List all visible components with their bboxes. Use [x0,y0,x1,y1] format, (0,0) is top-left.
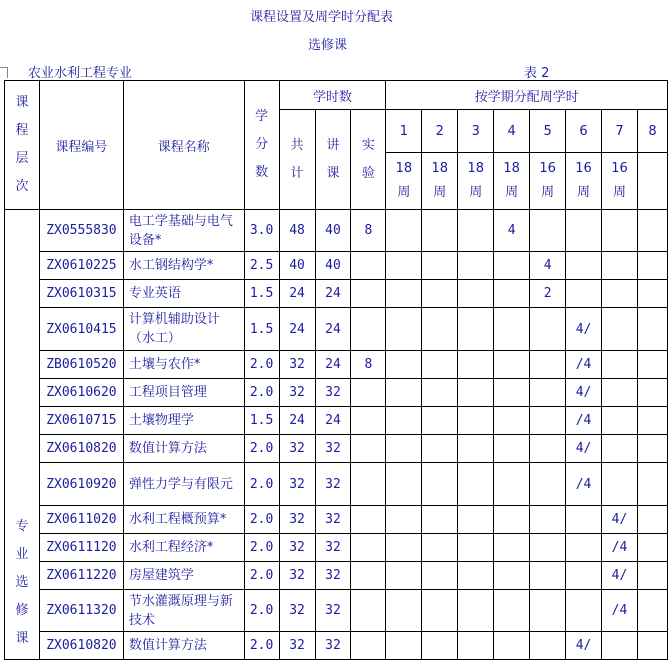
hours-lab [351,407,386,435]
course-code: ZX0555830 [39,210,123,252]
semester-hours-4 [494,379,530,407]
hours-lecture: 32 [315,590,351,632]
semester-hours-3 [458,463,494,506]
table-row [5,562,668,590]
document-title: 课程设置及周学时分配表 [250,10,394,25]
hours-total: 32 [279,351,315,379]
semester-hours-8 [637,463,667,506]
semester-hours-2 [422,632,458,660]
semester-hours-7 [602,379,638,407]
semester-hours-7 [602,210,638,252]
semester-hours-8 [637,252,667,280]
semester-hours-1 [386,308,422,351]
hours-lecture: 32 [315,562,351,590]
hours-lab [351,506,386,534]
header-hours-lab: 实 验 [351,110,386,210]
course-group-label: 专 业 选 修 课 [5,210,40,660]
table-row [5,590,668,632]
hours-lecture: 32 [315,506,351,534]
course-credit: 2.0 [244,562,279,590]
course-name: 数值计算方法 [123,435,244,463]
semester-hours-3 [458,308,494,351]
course-credit: 2.5 [244,252,279,280]
semester-hours-6 [566,562,602,590]
semester-hours-3 [458,210,494,252]
semester-hours-2 [422,280,458,308]
semester-hours-5 [530,407,566,435]
semester-hours-6: /4 [566,407,602,435]
hours-lab [351,308,386,351]
header-level: 课 程 层 次 [5,81,40,210]
semester-hours-1 [386,590,422,632]
course-credit: 2.0 [244,506,279,534]
course-name: 水利工程经济* [123,534,244,562]
semester-hours-1 [386,632,422,660]
semester-weeks-1: 18 周 [386,153,422,210]
semester-hours-8 [637,562,667,590]
semester-hours-6 [566,590,602,632]
course-name: 水利工程概预算* [123,506,244,534]
course-credit: 1.5 [244,280,279,308]
hours-lab [351,590,386,632]
table-row [5,308,668,351]
hours-lecture: 32 [315,632,351,660]
semester-hours-1 [386,562,422,590]
semester-hours-5 [530,590,566,632]
semester-hours-1 [386,506,422,534]
hours-lab [351,562,386,590]
table-row [5,632,668,660]
semester-hours-3 [458,280,494,308]
semester-hours-8 [637,308,667,351]
semester-hours-7: /4 [602,590,638,632]
semester-hours-7 [602,351,638,379]
margin-corner-mark [0,67,8,78]
semester-hours-2 [422,463,458,506]
semester-hours-3 [458,435,494,463]
hours-lab [351,463,386,506]
course-name: 房屋建筑学 [123,562,244,590]
semester-hours-7 [602,308,638,351]
semester-1: 1 [386,110,422,153]
semester-hours-5 [530,210,566,252]
hours-total: 32 [279,562,315,590]
course-code: ZX0610920 [39,463,123,506]
semester-2: 2 [422,110,458,153]
semester-hours-6 [566,506,602,534]
semester-7: 7 [602,110,638,153]
major-label: 农业水利工程专业 [28,66,133,81]
semester-4: 4 [494,110,530,153]
course-credit: 1.5 [244,407,279,435]
semester-5: 5 [530,110,566,153]
semester-hours-8 [637,435,667,463]
semester-hours-8 [637,506,667,534]
semester-hours-4 [494,506,530,534]
semester-hours-7 [602,435,638,463]
course-name: 工程项目管理 [123,379,244,407]
course-table [4,80,668,660]
semester-hours-5: 2 [530,280,566,308]
table-row [5,407,668,435]
semester-hours-2 [422,435,458,463]
semester-hours-4 [494,351,530,379]
course-credit: 2.0 [244,463,279,506]
semester-hours-5 [530,506,566,534]
course-credit: 2.0 [244,632,279,660]
semester-hours-6 [566,534,602,562]
semester-hours-3 [458,632,494,660]
semester-hours-3 [458,407,494,435]
semester-hours-3 [458,252,494,280]
course-code: ZX0611120 [39,534,123,562]
table-row [5,280,668,308]
semester-hours-2 [422,562,458,590]
semester-hours-4 [494,407,530,435]
semester-hours-2 [422,590,458,632]
semester-8: 8 [637,110,667,153]
course-name: 水工钢结构学* [123,252,244,280]
table-row [5,435,668,463]
semester-weeks-3: 18 周 [458,153,494,210]
hours-total: 32 [279,534,315,562]
hours-lecture: 32 [315,463,351,506]
table-row [5,210,668,252]
header-code: 课程编号 [39,81,123,210]
course-code: ZX0610620 [39,379,123,407]
semester-weeks-7: 16 周 [602,153,638,210]
hours-total: 40 [279,252,315,280]
semester-hours-1 [386,252,422,280]
semester-hours-6 [566,280,602,308]
semester-hours-8 [637,632,667,660]
course-name: 节水灌溉原理与新技术 [123,590,244,632]
semester-hours-7 [602,252,638,280]
semester-hours-4 [494,252,530,280]
course-credit: 3.0 [244,210,279,252]
semester-hours-2 [422,210,458,252]
semester-hours-4 [494,590,530,632]
semester-hours-8 [637,210,667,252]
course-credit: 2.0 [244,379,279,407]
header-semester-group: 按学期分配周学时 [386,81,668,110]
document-subtitle: 选修课 [308,38,348,53]
course-code: ZX0611220 [39,562,123,590]
hours-total: 24 [279,407,315,435]
course-name: 土壤与农作* [123,351,244,379]
semester-hours-7: /4 [602,534,638,562]
hours-total: 24 [279,280,315,308]
table-row [5,534,668,562]
hours-lab: 8 [351,351,386,379]
header-hours-total: 共 计 [279,110,315,210]
semester-hours-7 [602,407,638,435]
semester-hours-2 [422,506,458,534]
semester-hours-4 [494,463,530,506]
semester-hours-5 [530,308,566,351]
semester-hours-7 [602,632,638,660]
semester-hours-4 [494,562,530,590]
course-code: ZX0611320 [39,590,123,632]
semester-hours-8 [637,280,667,308]
semester-hours-3 [458,379,494,407]
semester-hours-4 [494,435,530,463]
semester-hours-5 [530,435,566,463]
semester-hours-8 [637,590,667,632]
semester-hours-8 [637,351,667,379]
semester-weeks-4: 18 周 [494,153,530,210]
semester-hours-5 [530,632,566,660]
semester-hours-1 [386,435,422,463]
semester-hours-5 [530,534,566,562]
semester-hours-1 [386,463,422,506]
semester-hours-2 [422,308,458,351]
course-name: 土壤物理学 [123,407,244,435]
hours-lab [351,252,386,280]
table-number: 表 2 [524,66,550,81]
course-name: 专业英语 [123,280,244,308]
table-row [5,379,668,407]
semester-hours-5 [530,351,566,379]
course-name: 计算机辅助设计（水工） [123,308,244,351]
hours-lecture: 24 [315,407,351,435]
semester-hours-3 [458,506,494,534]
header-name: 课程名称 [123,81,244,210]
semester-hours-6 [566,252,602,280]
semester-hours-6: /4 [566,351,602,379]
course-name: 电工学基础与电气设备* [123,210,244,252]
hours-lab [351,534,386,562]
semester-hours-6 [566,210,602,252]
header-row-1 [5,81,668,110]
course-credit: 2.0 [244,590,279,632]
hours-total: 32 [279,506,315,534]
semester-hours-3 [458,590,494,632]
semester-hours-1 [386,210,422,252]
course-credit: 2.0 [244,351,279,379]
semester-hours-7: 4/ [602,506,638,534]
semester-hours-2 [422,252,458,280]
semester-hours-4: 4 [494,210,530,252]
semester-6: 6 [566,110,602,153]
course-credit: 2.0 [244,435,279,463]
hours-lecture: 32 [315,534,351,562]
semester-3: 3 [458,110,494,153]
hours-total: 32 [279,632,315,660]
course-name: 弹性力学与有限元 [123,463,244,506]
semester-hours-6: 4/ [566,308,602,351]
semester-hours-2 [422,534,458,562]
hours-lecture: 32 [315,435,351,463]
header-credit: 学 分 数 [244,81,279,210]
hours-lecture: 40 [315,210,351,252]
table-row [5,252,668,280]
course-code: ZX0611020 [39,506,123,534]
semester-hours-6: 4/ [566,379,602,407]
course-code: ZX0610715 [39,407,123,435]
semester-hours-3 [458,562,494,590]
hours-lab [351,379,386,407]
semester-hours-6: /4 [566,463,602,506]
hours-total: 32 [279,435,315,463]
semester-hours-2 [422,379,458,407]
hours-lecture: 32 [315,379,351,407]
semester-hours-1 [386,379,422,407]
semester-hours-4 [494,632,530,660]
hours-total: 32 [279,590,315,632]
header-hours-group: 学时数 [279,81,386,110]
course-code: ZX0610225 [39,252,123,280]
hours-lecture: 24 [315,308,351,351]
semester-hours-3 [458,351,494,379]
table-row [5,351,668,379]
course-code: ZX0610415 [39,308,123,351]
hours-lab: 8 [351,210,386,252]
hours-lab [351,280,386,308]
semester-hours-1 [386,534,422,562]
table-row [5,463,668,506]
semester-hours-7 [602,463,638,506]
semester-hours-5: 4 [530,252,566,280]
hours-lecture: 24 [315,351,351,379]
course-code: ZX0610315 [39,280,123,308]
semester-hours-5 [530,463,566,506]
table-row [5,506,668,534]
semester-hours-7 [602,280,638,308]
semester-hours-1 [386,280,422,308]
semester-hours-2 [422,351,458,379]
semester-hours-8 [637,534,667,562]
course-credit: 1.5 [244,308,279,351]
semester-hours-1 [386,407,422,435]
semester-hours-5 [530,379,566,407]
hours-lab [351,435,386,463]
semester-weeks-8 [637,153,667,210]
semester-hours-1 [386,351,422,379]
course-credit: 2.0 [244,534,279,562]
semester-hours-6: 4/ [566,435,602,463]
semester-hours-3 [458,534,494,562]
hours-total: 32 [279,379,315,407]
semester-hours-8 [637,379,667,407]
hours-lecture: 40 [315,252,351,280]
semester-weeks-6: 16 周 [566,153,602,210]
semester-weeks-5: 16 周 [530,153,566,210]
hours-total: 48 [279,210,315,252]
hours-total: 32 [279,463,315,506]
header-hours-lecture: 讲 课 [315,110,351,210]
hours-lab [351,632,386,660]
semester-hours-4 [494,534,530,562]
course-code: ZX0610820 [39,632,123,660]
semester-hours-6: 4/ [566,632,602,660]
semester-hours-7: 4/ [602,562,638,590]
semester-hours-2 [422,407,458,435]
course-code: ZX0610820 [39,435,123,463]
semester-weeks-2: 18 周 [422,153,458,210]
hours-total: 24 [279,308,315,351]
course-code: ZB0610520 [39,351,123,379]
semester-hours-4 [494,280,530,308]
course-name: 数值计算方法 [123,632,244,660]
semester-hours-4 [494,308,530,351]
semester-hours-5 [530,562,566,590]
hours-lecture: 24 [315,280,351,308]
semester-hours-8 [637,407,667,435]
